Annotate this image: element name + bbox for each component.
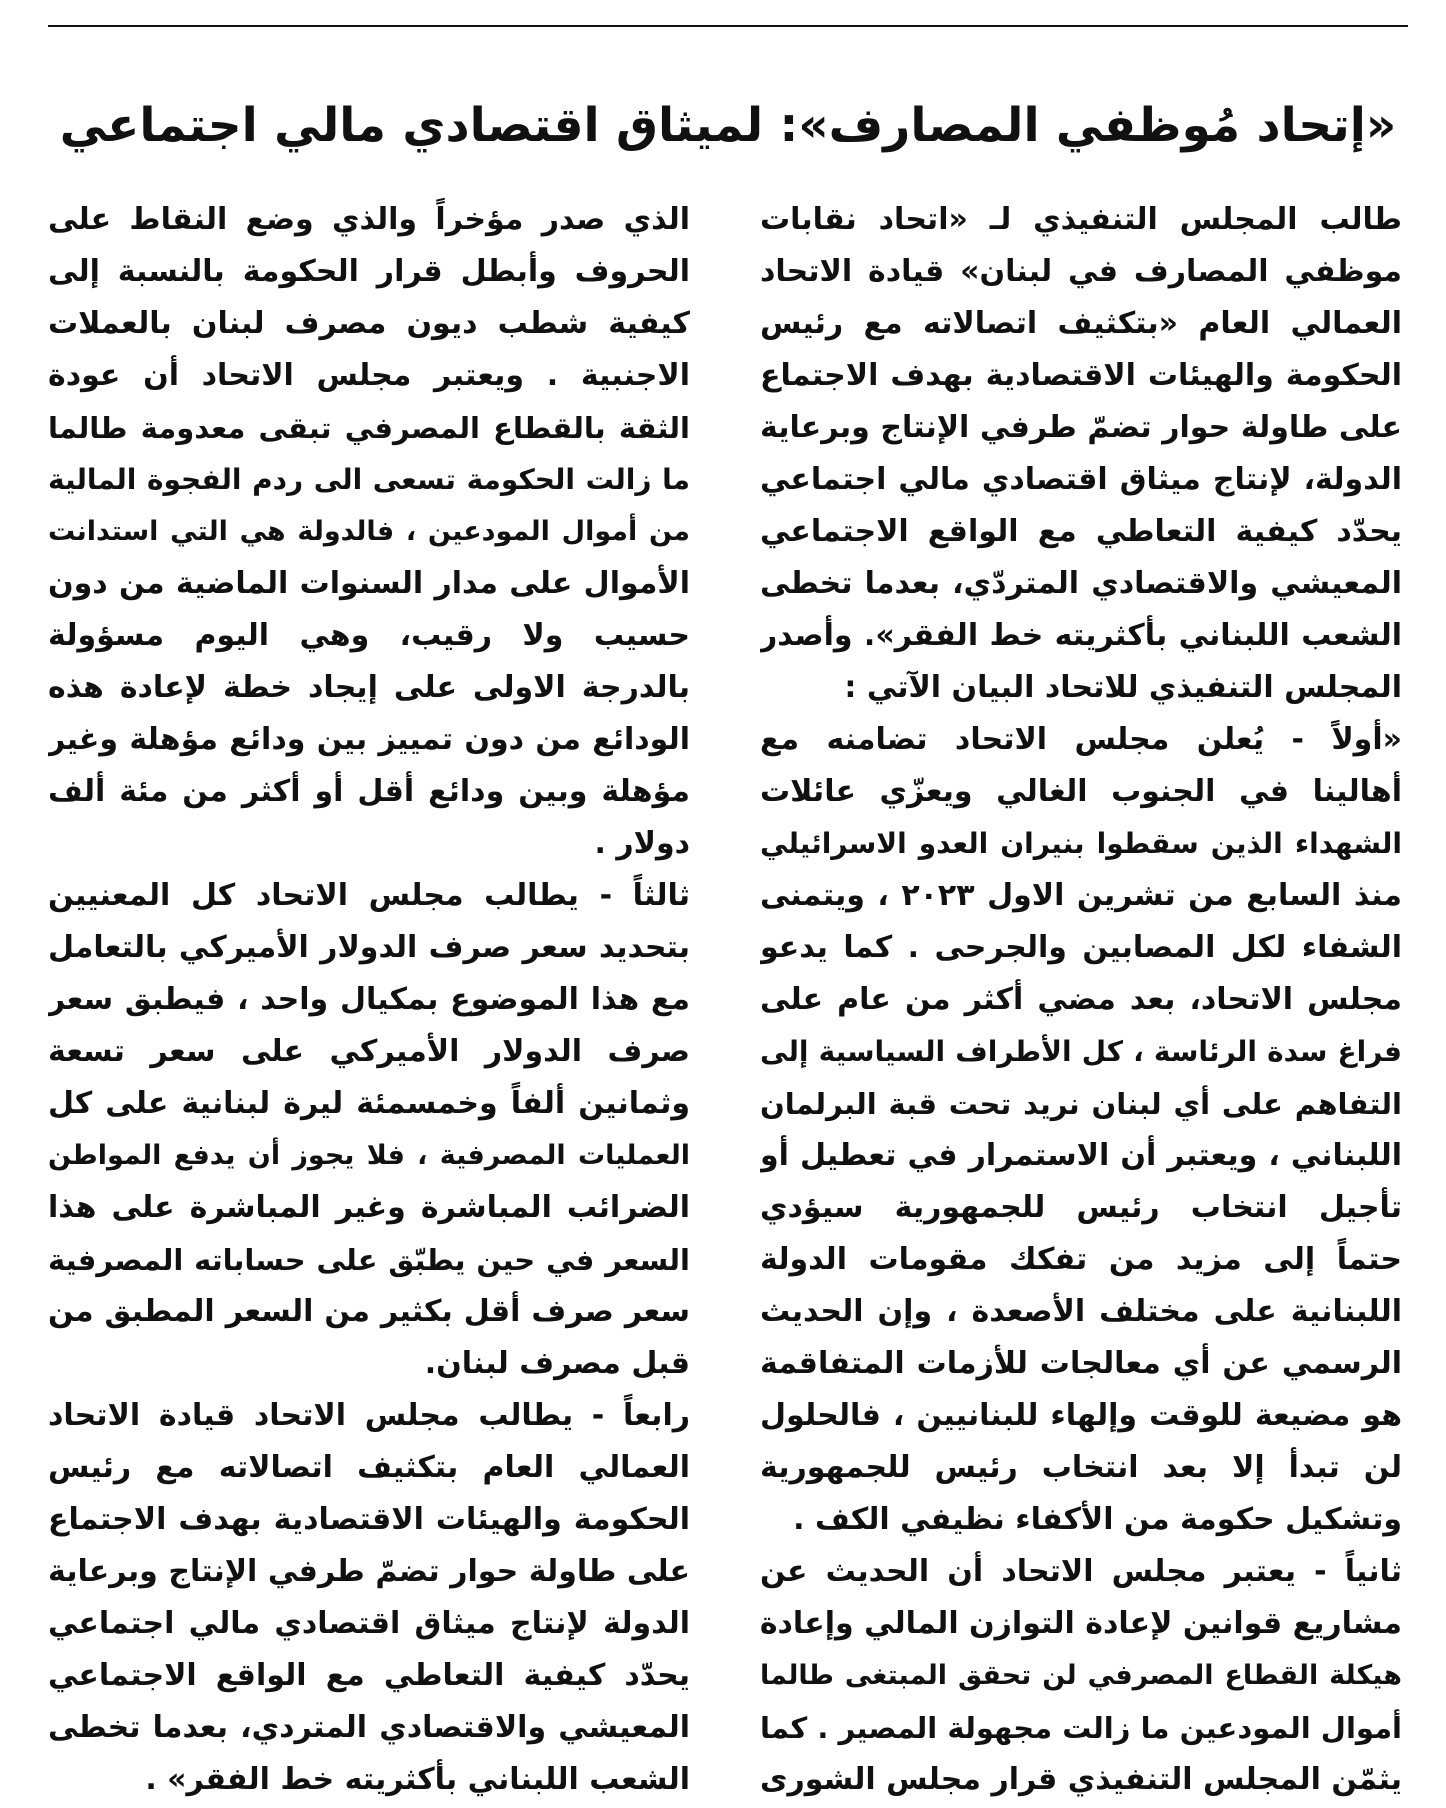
article-text-line: «أولاً - يُعلن مجلس الاتحاد تضامنه مع [760,722,1402,757]
article-text-line: على طاولة حوار تضمّ طرفي الإنتاج وبرعاية [48,1554,690,1589]
article-text-line: قبل مصرف لبنان. [424,1346,690,1381]
article-headline: «إتحاد مُوظفي المصارف»: لميثاق اقتصادي مالي اجتماعي [59,98,1397,153]
article-text-line: ثانياً - يعتبر مجلس الاتحاد أن الحديث عن [760,1554,1402,1589]
article-text-line: من أموال المودعين ، فالدولة هي التي استدانت [48,516,690,547]
article-text-line: العمالي العام «بتكثيف اتصالاته مع رئيس [760,306,1402,341]
article-text-line: كيفية شطب ديون مصرف لبنان بالعملات [48,306,690,341]
article-text-line: لن تبدأ إلا بعد انتخاب رئيس للجمهورية [760,1450,1402,1485]
article-text-line: بتحديد سعر صرف الدولار الأميركي بالتعامل [48,930,690,965]
article-text-line: الذي صدر مؤخراً والذي وضع النقاط على [48,202,690,237]
article-text-line: أموال المودعين ما زالت مجهولة المصير . كما [760,1711,1402,1745]
article-text-line: الثقة بالقطاع المصرفي تبقى معدومة طالما [48,411,690,445]
article-text-line: الشفاء لكل المصابين والجرحى . كما يدعو [760,930,1402,965]
article-text-line: يثمّن المجلس التنفيذي قرار مجلس الشورى [760,1762,1402,1797]
article-text-line: يحدّد كيفية التعاطي مع الواقع الاجتماعي [760,514,1402,549]
article-text-line: وثمانين ألفاً وخمسمئة ليرة لبنانية على كل [48,1086,690,1121]
article-text-line: مشاريع قوانين لإعادة التوازن المالي وإعادة [760,1606,1402,1641]
article-text-line: التفاهم على أي لبنان نريد تحت قبة البرلمان [760,1087,1402,1121]
article-text-line: ما زالت الحكومة تسعى الى ردم الفجوة المالية [48,463,690,496]
article-text-line: منذ السابع من تشرين الاول ٢٠٢٣ ، ويتمنى [760,878,1402,913]
article-text-line: الودائع من دون تمييز بين ودائع مؤهلة وغير [48,722,690,757]
article-text-line: على طاولة حوار تضمّ طرفي الإنتاج وبرعاية [760,410,1402,445]
article-text-line: سعر صرف أقل بكثير من السعر المطبق من [48,1294,690,1329]
article-text-line: العمليات المصرفية ، فلا يجوز أن يدفع المواطن [48,1140,690,1171]
top-rule [48,25,1408,27]
article-text-line: رابعاً - يطالب مجلس الاتحاد قيادة الاتحاد [48,1398,690,1433]
article-text-line: أهالينا في الجنوب الغالي ويعزّي عائلات [760,774,1402,809]
article-text-line: حتماً إلى مزيد من تفكك مقومات الدولة [760,1242,1402,1277]
article-text-line: الحكومة والهيئات الاقتصادية بهدف الاجتماع [760,358,1402,393]
article-text-line: تأجيل انتخاب رئيس للجمهورية سيؤدي [760,1190,1402,1225]
article-text-line: طالب المجلس التنفيذي لـ «اتحاد نقابات [760,202,1402,237]
article-text-line: هو مضيعة للوقت وإلهاء للبنانيين ، فالحلول [760,1398,1402,1433]
article-text-line: الشهداء الذين سقطوا بنيران العدو الاسرائيلي [760,827,1402,860]
article-text-line: دولار . [594,826,690,861]
article-column-right [760,194,1402,1806]
article-text-line: بالدرجة الاولى على إيجاد خطة لإعادة هذه [48,670,690,705]
article-text-line: وتشكيل حكومة من الأكفاء نظيفي الكف . [793,1502,1402,1537]
article-text-line: الحروف وأبطل قرار الحكومة بالنسبة إلى [48,254,690,289]
article-text-line: الأموال على مدار السنوات الماضية من دون [48,566,690,601]
article-text-line: موظفي المصارف في لبنان» قيادة الاتحاد [760,254,1402,289]
article-text-line: المجلس التنفيذي للاتحاد البيان الآتي : [844,670,1402,705]
article-text-line: الاجنبية . ويعتبر مجلس الاتحاد أن عودة [48,358,690,393]
article-text-line: العمالي العام بتكثيف اتصالاته مع رئيس [48,1450,690,1485]
article-text-line: صرف الدولار الأميركي على سعر تسعة [48,1034,690,1069]
article-text-line: الشعب اللبناني بأكثريته خط الفقر» . [145,1762,690,1797]
article-text-line: يحدّد كيفية التعاطي مع الواقع الاجتماعي [48,1658,690,1693]
article-text-line: حسيب ولا رقيب، وهي اليوم مسؤولة [48,618,690,653]
article-text-line: ثالثاً - يطالب مجلس الاتحاد كل المعنيين [48,878,690,913]
article-text-line: اللبنانية على مختلف الأصعدة ، وإن الحديث [760,1294,1402,1329]
article-text-line: المعيشي والاقتصادي المتردّي، بعدما تخطى [760,566,1402,601]
article-column-left [48,194,690,1806]
article-text-line: الرسمي عن أي معالجات للأزمات المتفاقمة [760,1346,1402,1381]
article-text-line: مؤهلة وبين ودائع أقل أو أكثر من مئة ألف [48,774,690,809]
article-text-line: الدولة، لإنتاج ميثاق اقتصادي مالي اجتماعي [760,462,1402,497]
article-text-line: مع هذا الموضوع بمكيال واحد ، فيطبق سعر [48,982,690,1017]
article-text-line: هيكلة القطاع المصرفي لن تحقق المبتغى طالما [760,1660,1402,1691]
article-text-line: اللبناني ، ويعتبر أن الاستمرار في تعطيل أو [760,1138,1402,1173]
article-text-line: فراغ سدة الرئاسة ، كل الأطراف السياسية إلى [760,1035,1402,1068]
article-text-line: مجلس الاتحاد، بعد مضي أكثر من عام على [760,982,1402,1017]
article-text-line: الشعب اللبناني بأكثريته خط الفقر». وأصدر [760,618,1402,653]
article-text-line: السعر في حين يطبّق على حساباته المصرفية [48,1243,690,1277]
article-text-line: المعيشي والاقتصادي المتردي، بعدما تخطى [48,1710,690,1745]
article-text-line: الدولة لإنتاج ميثاق اقتصادي مالي اجتماعي [48,1606,690,1641]
article-text-line: الحكومة والهيئات الاقتصادية بهدف الاجتماع [48,1502,690,1537]
article-text-line: الضرائب المباشرة وغير المباشرة على هذا [48,1190,690,1225]
